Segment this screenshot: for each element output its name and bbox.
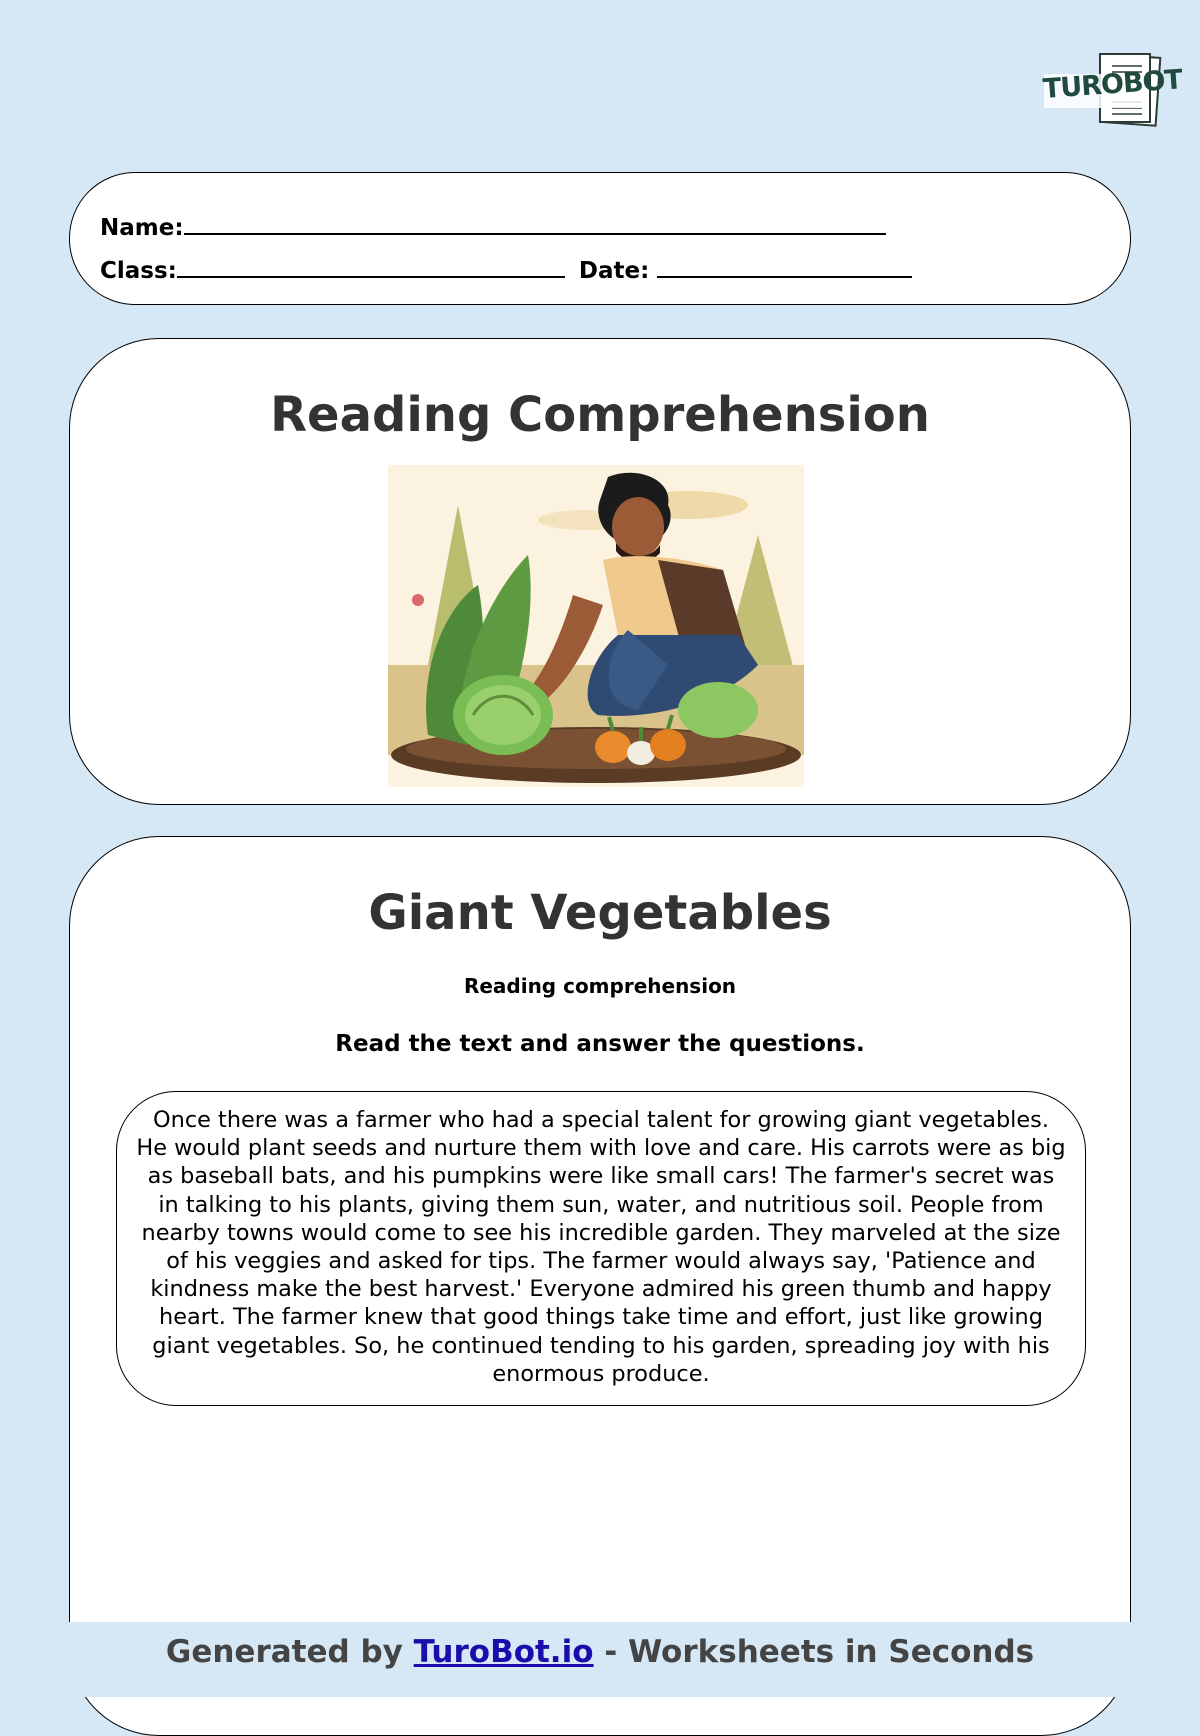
class-date-row (100, 254, 912, 284)
date-label: Date: (578, 258, 650, 284)
story-instructions: Read the text and answer the questions. (335, 1031, 865, 1057)
story-subtitle: Reading comprehension (463, 974, 737, 998)
turobot-logo (1042, 52, 1183, 136)
reading-passage: Once there was a farmer who had a special talent for growing giant vegetables. He would plant seeds and nurture them with love and care. His carrots were as big as baseball bats, and his pumpkins were like small cars! The farmer's secret was in talking to his plants, giving them sun, water, and nutritious soil. People from nearby towns would come to see his incredible garden. They marveled at the size of his veggies and asked for tips. The farmer would always say, 'Patience and kindness make the best harvest.' Everyone admired his green thumb and happy heart. The farmer knew that good things take time and effort, just like growing giant vegetables. So, he continued tending to his garden, spreading joy with his enormous produce. (116, 1091, 1086, 1406)
title-section (69, 338, 1131, 805)
name-blank-line[interactable] (184, 211, 886, 235)
logo-wordmark: TUROBOT (1042, 64, 1183, 105)
turobot-link[interactable]: TuroBot.io (413, 1634, 594, 1670)
date-blank-line[interactable] (657, 254, 912, 278)
story-section (69, 836, 1131, 1736)
name-row (100, 211, 886, 241)
footer-prefix: Generated by (165, 1634, 403, 1670)
page-title: Reading Comprehension (270, 387, 930, 443)
class-label: Class: (100, 258, 177, 284)
class-blank-line[interactable] (177, 254, 565, 278)
name-label: Name: (100, 215, 184, 241)
footer (0, 1622, 1200, 1697)
student-info-box (69, 172, 1131, 305)
story-title: Giant Vegetables (368, 885, 832, 941)
footer-suffix: - Worksheets in Seconds (604, 1634, 1035, 1670)
farmer-garden-illustration (388, 465, 804, 787)
